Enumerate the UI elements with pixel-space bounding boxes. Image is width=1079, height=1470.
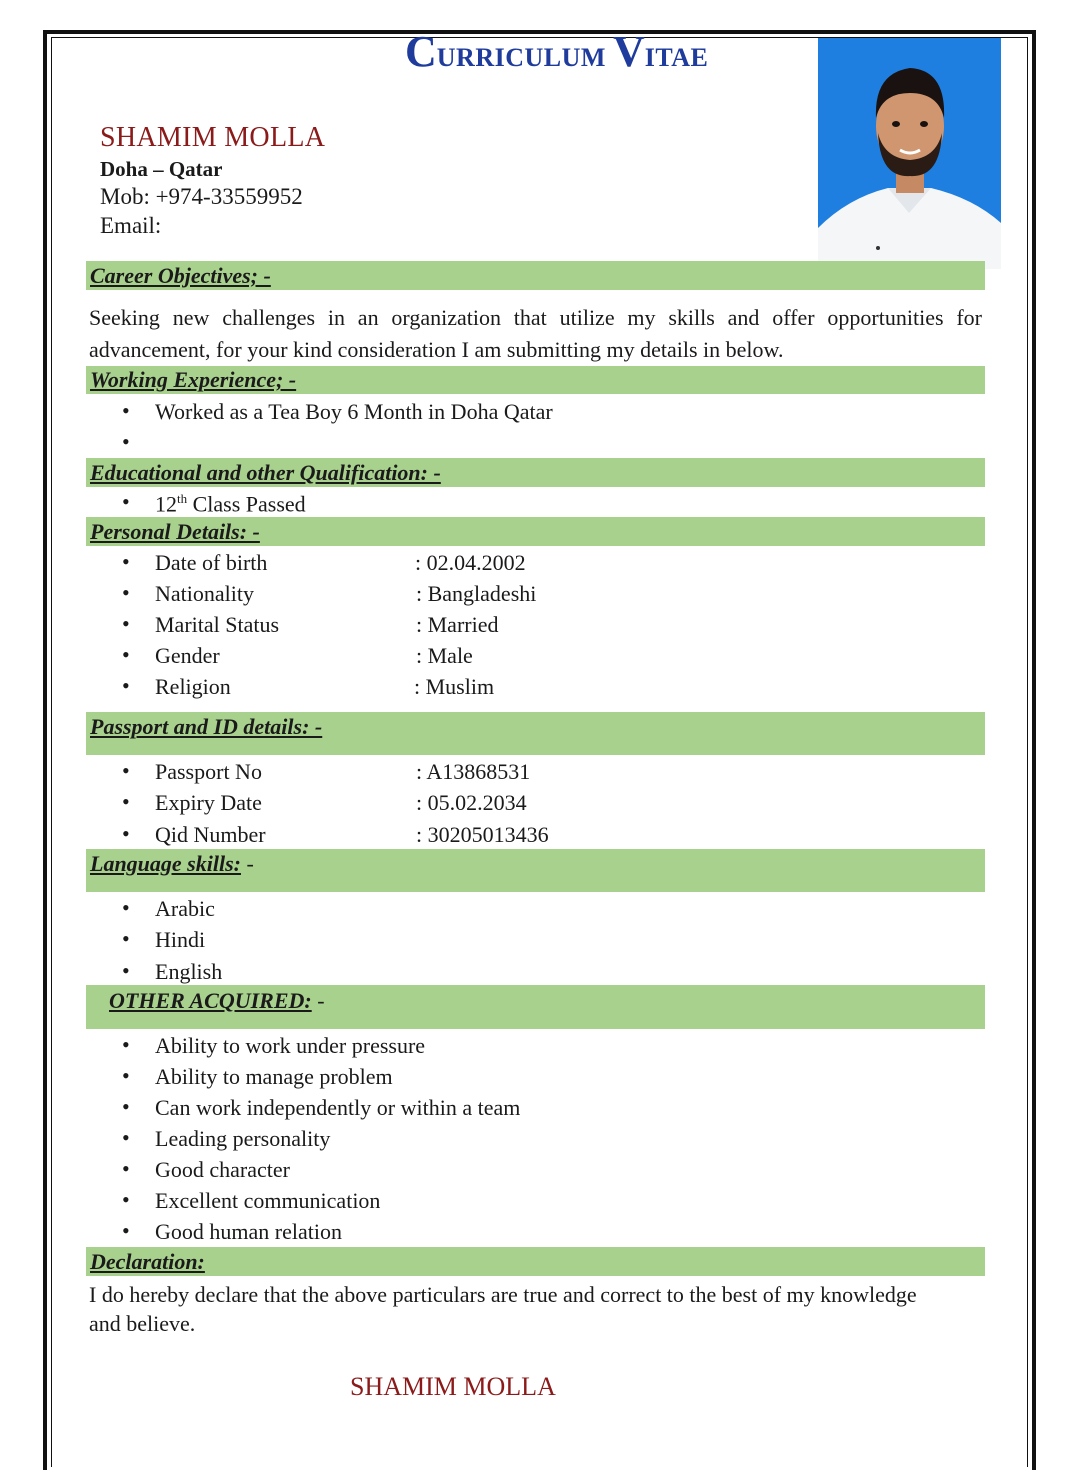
candidate-name: SHAMIM MOLLA: [100, 122, 326, 153]
cv-title: [405, 27, 709, 76]
email: Email:: [100, 213, 162, 238]
other-section-title: OTHER ACQUIRED:: [109, 988, 312, 1013]
language-section-title: Language skills:: [90, 851, 241, 876]
cv-title-c: C: [405, 27, 437, 76]
personal-label: • Nationality: [122, 580, 254, 606]
personal-label: • Marital Status: [122, 611, 280, 637]
personal-label: • Date of birth: [122, 549, 268, 575]
language-title-suffix: -: [240, 851, 254, 876]
work-item: • Worked as a Tea Boy 6 Month in Doha Qatar: [122, 398, 553, 424]
signature-name: SHAMIM MOLLA: [350, 1372, 556, 1401]
language-item: • English: [122, 958, 223, 984]
passport-label: • Expiry Date: [122, 789, 262, 815]
passport-label: • Passport No: [122, 758, 262, 784]
cv-title-urriculum: URRICULUM: [436, 43, 613, 72]
other-item: • Can work independently or within a team: [122, 1094, 521, 1120]
language-item: • Arabic: [122, 895, 215, 921]
other-item: • Leading personality: [122, 1125, 331, 1151]
passport-value: : A13868531: [416, 759, 531, 784]
other-item: • Ability to manage problem: [122, 1063, 393, 1089]
other-item: • Excellent communication: [122, 1187, 381, 1213]
personal-section-title: Personal Details: -: [90, 519, 260, 544]
education-item: • 12th Class Passed: [122, 489, 306, 517]
other-section-heading: [109, 990, 325, 1012]
personal-label: • Religion: [122, 673, 231, 699]
language-section-heading: [90, 853, 254, 875]
declaration-text: I do hereby declare that the above particulars are true and correct to the best of my knowledge and believe.: [89, 1282, 917, 1336]
declaration-section-title: Declaration:: [90, 1249, 205, 1274]
personal-value: : Married: [416, 612, 499, 637]
location: Doha – Qatar: [100, 157, 223, 181]
personal-value: : Muslim: [414, 674, 495, 699]
career-objective-text: Seeking new challenges in an organization that utilize my skills and offer opportunities for advancement, for your kind consideration I am submitting my details in below.: [89, 305, 982, 362]
passport-label: • Qid Number: [122, 821, 266, 847]
personal-value: : Male: [416, 643, 473, 668]
cv-title-v: V: [612, 27, 645, 76]
personal-value: : Bangladeshi: [416, 581, 537, 606]
mobile: Mob: +974-33559952: [100, 184, 303, 209]
person-photo-icon: [818, 38, 1001, 269]
other-item: • Good character: [122, 1156, 290, 1182]
passport-value: : 30205013436: [416, 822, 549, 847]
language-item: • Hindi: [122, 926, 206, 952]
cv-title-itae: ITAE: [644, 43, 709, 72]
other-item: • Ability to work under pressure: [122, 1032, 426, 1058]
work-section-title: Working Experience; -: [90, 367, 297, 392]
career-section-title: Career Objectives; -: [90, 263, 271, 288]
passport-section-title: Passport and ID details: -: [90, 714, 323, 739]
declaration-section-bar: [86, 1247, 985, 1276]
education-section-title: Educational and other Qualification: -: [90, 460, 441, 485]
other-item: • Good human relation: [122, 1218, 342, 1244]
profile-photo: [818, 38, 1001, 269]
other-title-suffix: -: [311, 988, 325, 1013]
personal-label: • Gender: [122, 642, 220, 668]
personal-value: : 02.04.2002: [415, 550, 526, 575]
passport-value: : 05.02.2034: [416, 790, 527, 815]
